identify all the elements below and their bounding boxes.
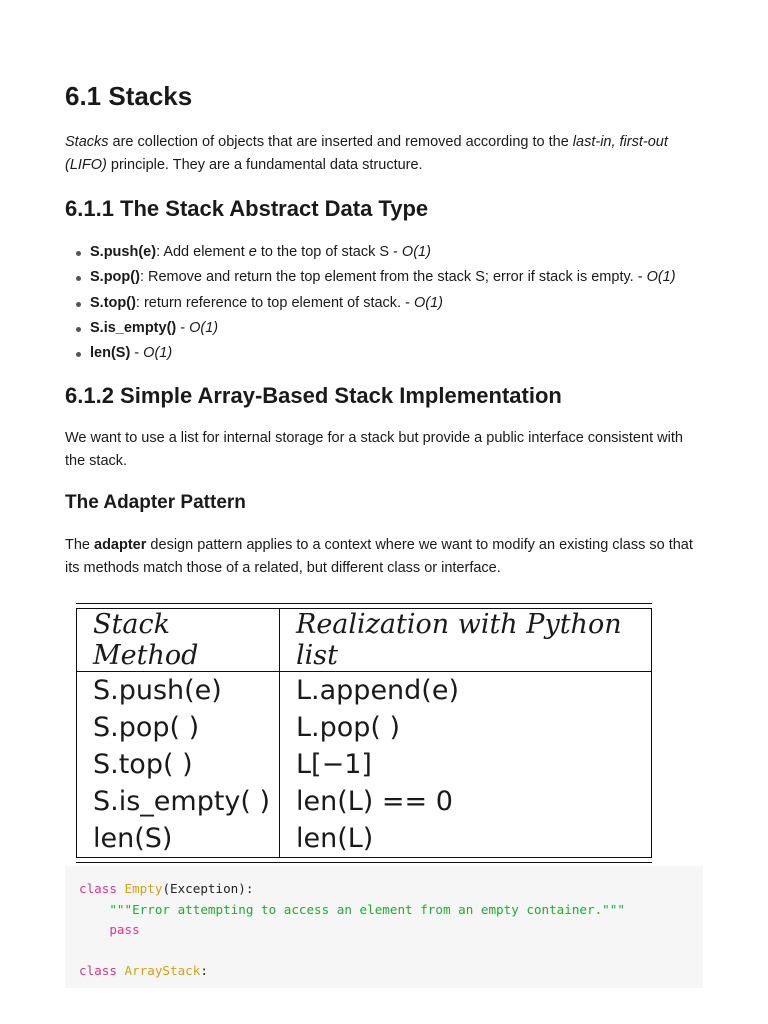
list-item-complexity: O(1) — [143, 345, 173, 362]
list-item — [90, 316, 750, 341]
code-keyword: pass — [109, 922, 140, 937]
list-item-code: S.is_empty() — [90, 319, 177, 336]
intro-lifo: last-in, first-out (LIFO) — [65, 134, 668, 173]
table-cell: len(L) — [280, 820, 652, 858]
list-item-text: - — [176, 319, 190, 336]
list-item — [90, 265, 750, 290]
table-bottom-rule — [76, 862, 652, 863]
section-heading-adt: 6.1.1 The Stack Abstract Data Type — [65, 196, 429, 221]
adapter-text-pre: The — [65, 537, 95, 553]
list-item-text: to the top of stack S - — [256, 244, 402, 260]
table-cell: L.append(e) — [280, 672, 652, 710]
adapter-text-post: design pattern applies to a context where we want to modify an existing class so that its methods match those of a related, but different class or interface. — [65, 537, 693, 576]
intro-paragraph — [65, 131, 705, 177]
table-top-rule — [76, 603, 652, 604]
table-header-cell: Stack Method — [77, 609, 280, 672]
list-item-code: S.push(e) — [90, 244, 157, 260]
intro-text-2: principle. They are a fundamental data structure. — [106, 157, 423, 173]
table-row — [77, 783, 652, 820]
table-row — [77, 820, 652, 858]
list-item-text: : Remove and return the top element from the stack S; error if stack is empty. - — [139, 269, 647, 286]
code-keyword: class — [79, 881, 117, 896]
code-keyword: class — [79, 963, 117, 978]
list-item-text: : Add element — [156, 244, 249, 260]
stack-operations-list — [65, 240, 750, 366]
table-row — [77, 672, 652, 710]
code-colon: : — [200, 963, 208, 978]
adapter-term: adapter — [94, 537, 147, 553]
section-heading-implementation: 6.1.2 Simple Array-Based Stack Implementation — [65, 383, 562, 408]
implementation-paragraph: We want to use a list for internal storage for a stack but provide a public interface consistent with the stack. — [65, 430, 683, 469]
stack-method-table-figure — [76, 603, 652, 863]
adapter-heading: The Adapter Pattern — [65, 492, 246, 513]
list-item-complexity: O(1) — [646, 269, 676, 286]
code-block — [65, 866, 703, 988]
page-title: 6.1 Stacks — [65, 81, 193, 111]
code-base-class: (Exception): — [162, 881, 254, 896]
table-cell: len(S) — [77, 820, 280, 858]
list-item — [90, 240, 750, 265]
list-item-text: : return reference to top element of stack. - — [135, 294, 414, 311]
table-header-row — [77, 609, 652, 672]
table-row — [77, 746, 652, 783]
table-header-cell: Realization with Python list — [280, 609, 652, 672]
intro-term: Stacks — [65, 134, 109, 150]
table-cell: S.top( ) — [77, 746, 280, 783]
table-cell: S.push(e) — [77, 672, 280, 710]
stack-method-table — [76, 608, 652, 858]
table-row — [77, 709, 652, 746]
table-cell: S.pop( ) — [77, 709, 280, 746]
code-docstring: """Error attempting to access an element from an empty container.""" — [109, 901, 625, 917]
list-item-code: len(S) — [90, 345, 131, 362]
list-item-code: S.pop() — [90, 269, 140, 286]
list-item-code: S.top() — [90, 294, 136, 311]
list-item — [90, 291, 750, 316]
list-item-complexity: O(1) — [401, 244, 431, 260]
list-item-text: - — [130, 345, 144, 362]
list-item — [90, 341, 750, 366]
table-cell: L[−1] — [280, 746, 652, 783]
table-cell: S.is_empty( ) — [77, 783, 280, 820]
list-item-complexity: O(1) — [413, 294, 443, 311]
code-class-name: ArrayStack — [124, 963, 201, 978]
adapter-paragraph — [65, 534, 705, 580]
list-item-var: e — [248, 244, 257, 260]
table-cell: len(L) == 0 — [280, 783, 652, 820]
code-class-name: Empty — [124, 881, 163, 896]
table-cell: L.pop( ) — [280, 709, 652, 746]
intro-text-1: are collection of objects that are inserted and removed according to the — [108, 134, 573, 150]
list-item-complexity: O(1) — [189, 319, 219, 336]
